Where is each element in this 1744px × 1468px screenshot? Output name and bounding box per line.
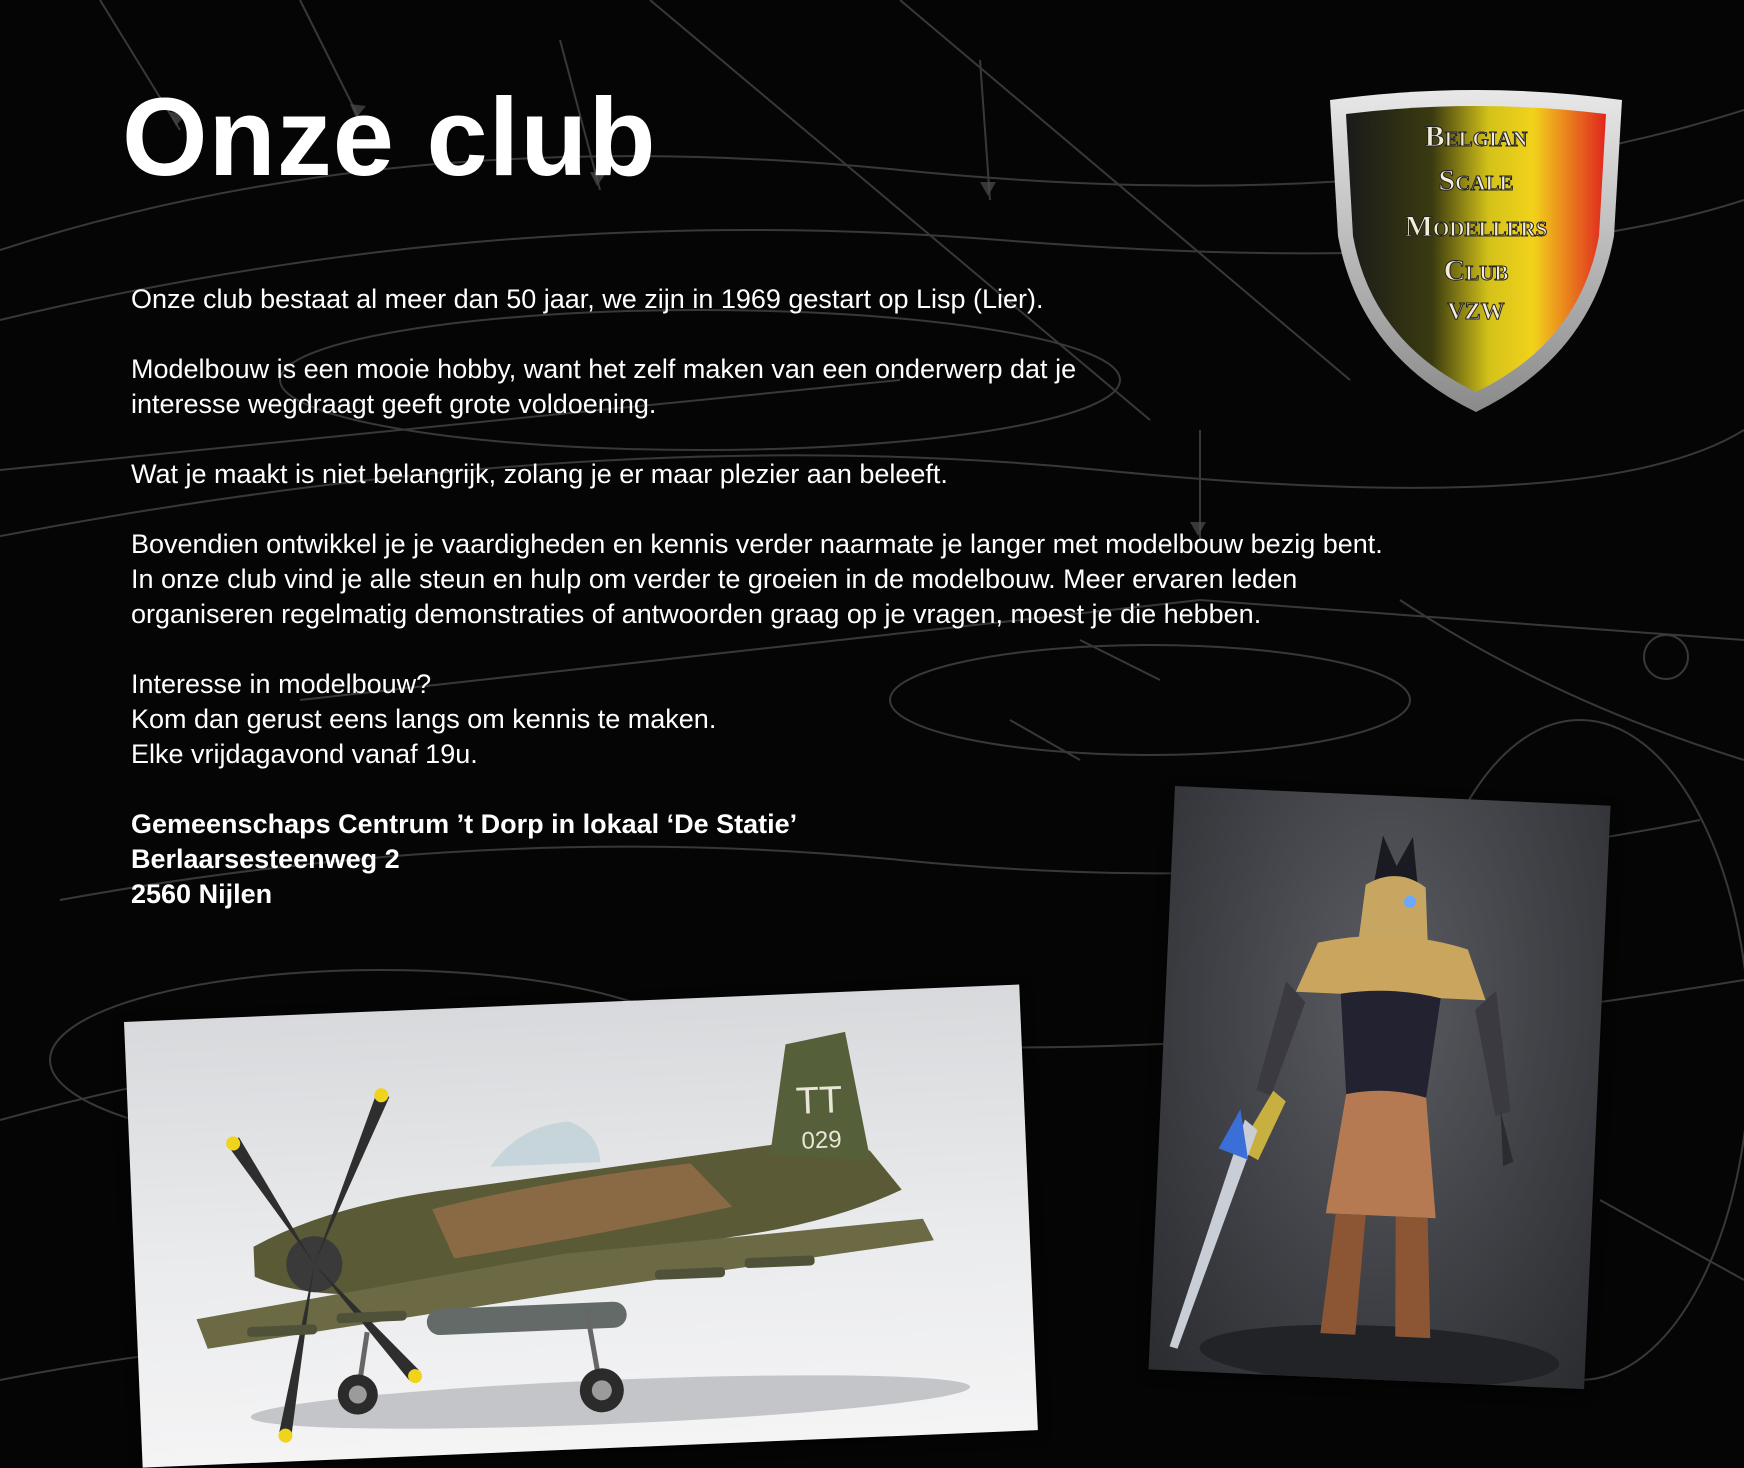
photo-model-aircraft [124,984,1038,1467]
logo-line-2: Scale [1438,164,1514,197]
paragraph-invite [131,667,1551,772]
text-line: Kom dan gerust eens langs om kennis te maken. [131,704,717,734]
paragraph-skills [131,527,1551,632]
text-line: organiseren regelmatig demonstraties of antwoorden graag op je vragen, moest je die hebben. [131,599,1262,629]
tail-number: 029 [801,1126,843,1155]
text-line: interesse wegdraagt geeft grote voldoening. [131,389,657,419]
text-line: Modelbouw is een mooie hobby, want het zelf maken van een onderwerp dat je [131,354,1077,384]
photo-model-figure [1149,786,1611,1389]
logo-line-5: VZW [1447,299,1505,325]
text-line: Bovendien ontwikkel je je vaardigheden en kennis verder naarmate je langer met modelbouw bezig bent. [131,529,1383,559]
logo-line-4: Club [1443,254,1509,287]
logo-line-3: Modellers [1404,210,1548,243]
address-venue: Gemeenschaps Centrum ’t Dorp in lokaal ‘De Statie’ [131,809,798,839]
tail-code: TT [795,1079,844,1123]
text-line: Interesse in modelbouw? [131,669,432,699]
text-line: In onze club vind je alle steun en hulp om verder te groeien in de modelbouw. Meer ervaren leden [131,564,1298,594]
address-street: Berlaarsesteenweg 2 [131,844,400,874]
logo-line-1: Belgian [1424,120,1528,153]
text-line: Onze club bestaat al meer dan 50 jaar, we zijn in 1969 gestart op Lisp (Lier). [131,284,1044,314]
page-title: Onze club [122,76,657,199]
paragraph-history [131,282,1551,317]
text-line: Elke vrijdagavond vanaf 19u. [131,739,478,769]
paragraph-hobby [131,352,1551,422]
text-line: Wat je maakt is niet belangrijk, zolang je er maar plezier aan beleeft. [131,459,948,489]
paragraph-fun [131,457,1551,492]
address-city: 2560 Nijlen [131,879,273,909]
